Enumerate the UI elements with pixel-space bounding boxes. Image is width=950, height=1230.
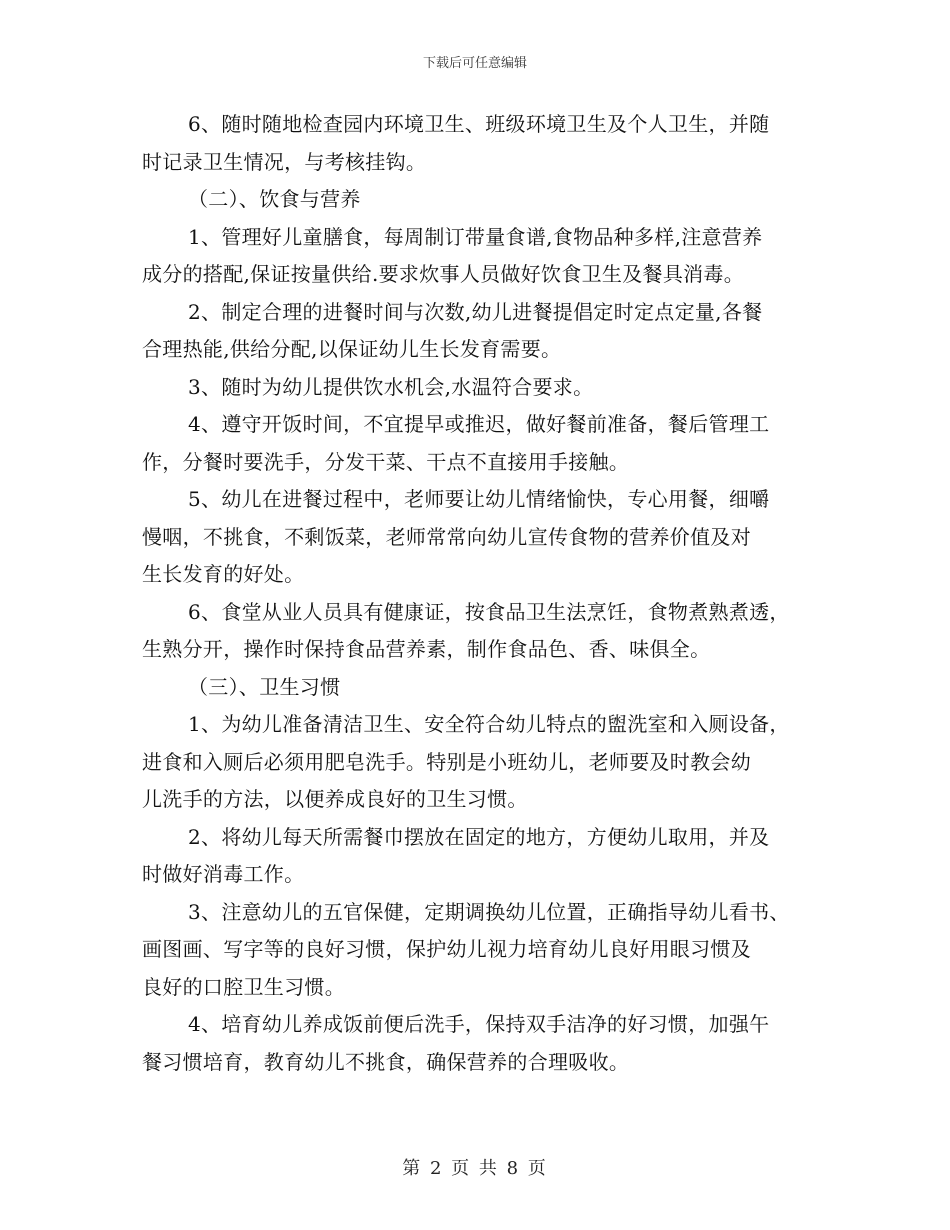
paragraph-line: 3、注意幼儿的五官保健，定期调换幼儿位置，正确指导幼儿看书、 xyxy=(188,899,790,924)
paragraph-line: 5、幼儿在进餐过程中，老师要让幼儿情绪愉快，专心用餐，细嚼 xyxy=(188,487,770,511)
paragraph xyxy=(142,894,822,1007)
paragraph-line: 画图画、写字等的良好习惯，保护幼儿视力培育幼儿良好用眼习惯及 xyxy=(142,937,751,961)
paragraph xyxy=(142,594,822,669)
page-number-footer: 第 2 页 共 8 页 xyxy=(402,1158,548,1179)
paragraph-line: 进食和入厕后必须用肥皂洗手。特别是小班幼儿，老师要及时教会幼 xyxy=(142,749,751,774)
paragraph xyxy=(142,369,822,407)
paragraph-line: 1、为幼儿准备清洁卫生、安全符合幼儿特点的盥洗室和入厕设备， xyxy=(188,712,790,736)
paragraph xyxy=(142,481,822,594)
paragraph-line: 合理热能,供给分配,以保证幼儿生长发育需要。 xyxy=(142,337,562,361)
paragraph-line: 3、随时为幼儿提供饮水机会,水温符合要求。 xyxy=(188,374,594,399)
paragraph xyxy=(142,819,822,894)
paragraph-line: 成分的搭配,保证按量供给.要求炊事人员做好饮食卫生及餐具消毒。 xyxy=(142,262,745,286)
paragraph-line: （二）、饮食与营养 xyxy=(188,187,361,211)
paragraph-line: 6、食堂从业人员具有健康证，按食品卫生法烹饪，食物煮熟煮透， xyxy=(188,599,790,624)
page-header: 下载后可任意编辑 xyxy=(422,56,527,71)
paragraph xyxy=(142,706,822,819)
paragraph-line: 2、将幼儿每天所需餐巾摆放在固定的地方，方便幼儿取用，并及 xyxy=(188,824,770,849)
paragraph-line: 生长发育的好处。 xyxy=(142,562,305,586)
paragraph-line: （三）、卫生习惯 xyxy=(188,674,341,699)
paragraph xyxy=(142,669,822,707)
paragraph-line: 作，分餐时要洗手，分发干菜、干点不直接用手接触。 xyxy=(142,449,630,474)
paragraph xyxy=(142,406,822,481)
paragraph-line: 6、随时随地检查园内环境卫生、班级环境卫生及个人卫生，并随 xyxy=(188,112,770,136)
paragraph-line: 时记录卫生情况，与考核挂钩。 xyxy=(142,149,427,174)
paragraph xyxy=(142,294,822,369)
paragraph xyxy=(142,181,822,219)
paragraph xyxy=(142,106,822,181)
paragraph-line: 4、培育幼儿养成饭前便后洗手，保持双手洁净的好习惯，加强午 xyxy=(188,1012,770,1036)
paragraph xyxy=(142,1006,822,1081)
paragraph-line: 1、管理好儿童膳食，每周制订带量食谱,食物品种多样,注意营养 xyxy=(188,224,763,249)
paragraph xyxy=(142,219,822,294)
paragraph-line: 4、遵守开饭时间，不宜提早或推迟，做好餐前准备，餐后管理工 xyxy=(188,412,770,436)
paragraph-line: 慢咽，不挑食，不剩饭菜，老师常常向幼儿宣传食物的营养价值及对 xyxy=(142,524,751,549)
paragraph-line: 餐习惯培育，教育幼儿不挑食，确保营养的合理吸收。 xyxy=(142,1049,630,1074)
paragraph-line: 生熟分开，操作时保持食品营养素，制作食品色、香、味俱全。 xyxy=(142,637,711,661)
paragraph-line: 2、制定合理的进餐时间与次数,幼儿进餐提倡定时定点定量,各餐 xyxy=(188,299,763,324)
paragraph-line: 儿洗手的方法，以便养成良好的卫生习惯。 xyxy=(142,787,528,811)
paragraph-line: 良好的口腔卫生习惯。 xyxy=(142,974,345,999)
paragraph-line: 时做好消毒工作。 xyxy=(142,862,305,886)
document-body xyxy=(142,106,822,1081)
